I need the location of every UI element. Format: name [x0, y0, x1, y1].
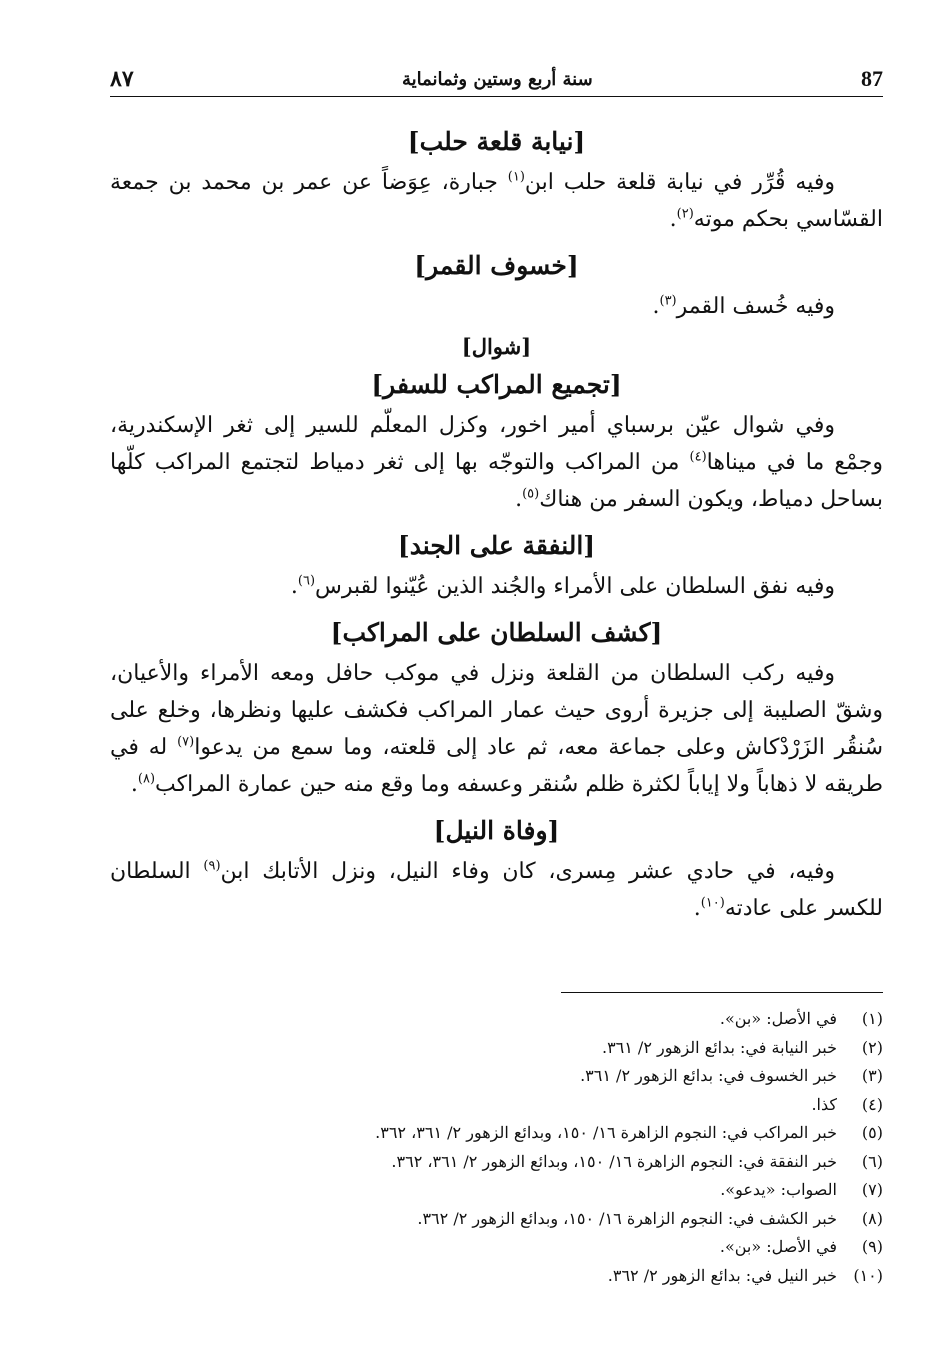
section-paragraph — [110, 288, 883, 325]
footnote-number: (٩) — [861, 1237, 883, 1256]
section-paragraph — [110, 655, 883, 803]
section-heading: [تجميع المراكب للسفر] — [371, 370, 622, 399]
paragraph-text: . — [693, 896, 701, 921]
section-paragraph — [110, 407, 883, 518]
month-heading: [شوال] — [461, 334, 532, 359]
paragraph-text: . — [130, 772, 138, 797]
footnote-number: (٣) — [861, 1066, 883, 1085]
footnote-number: (٥) — [861, 1123, 883, 1142]
paragraph-text: من المراكب والتوجّه بها إلى ثغر دمياط لتجتمع المراكب كلّها بساحل دمياط، ويكون السفر من هناك — [110, 450, 883, 512]
paragraph-text: وفي شوال عيّن برسباي أمير اخور، وكزل المعلّم للسير إلى ثغر الإسكندرية، وجمْع ما في ميناها — [110, 413, 884, 475]
footnote-separator — [561, 992, 883, 993]
footnote-ref: (٣) — [659, 293, 677, 309]
footnote-ref: (١) — [507, 169, 525, 185]
footnote-number: (٧) — [861, 1180, 883, 1199]
footnote-ref: (٨) — [137, 771, 156, 787]
footnote-number: (٤) — [861, 1094, 883, 1114]
footnote-text: خبر النيابة في: بدائع الزهور ٢/ ٣٦١. — [601, 1037, 837, 1057]
footnote — [110, 1205, 883, 1234]
paragraph-text: وفيه قُرِّر في نيابة قلعة حلب ابن — [524, 170, 836, 195]
running-head — [110, 62, 883, 97]
section-paragraph — [110, 853, 883, 927]
footnote-text: خبر النفقة في: النجوم الزاهرة ١٦/ ١٥٠، وبدائع الزهور ٢/ ٣٦١، ٣٦٢. — [391, 1151, 837, 1171]
footnote — [110, 1034, 883, 1063]
paragraph-text: . — [669, 207, 677, 232]
footnote-text: خبر الخسوف في: بدائع الزهور ٢/ ٣٦١. — [580, 1066, 837, 1085]
footnote-number: (٢) — [861, 1037, 883, 1057]
footnote — [110, 1176, 883, 1205]
footnote-text: الصواب: «يدعو». — [720, 1180, 837, 1199]
page-number-latin: 87 — [861, 66, 883, 91]
paragraph-text: . — [515, 487, 523, 512]
footnote-number: (١٠) — [853, 1265, 883, 1285]
paragraph-text: وفيه، في حادي عشر مِسرى، كان وفاء النيل، ونزل الأتابك ابن — [220, 859, 836, 884]
footnote — [110, 1091, 883, 1120]
section-heading: [كشف السلطان على المراكب] — [330, 618, 663, 647]
footnote-text: في الأصل: «بن». — [719, 1237, 837, 1256]
section-paragraph — [110, 164, 883, 238]
footnote-ref: (٧) — [177, 734, 195, 750]
section-heading: [وفاة النيل] — [433, 816, 560, 845]
footnote — [110, 1233, 883, 1262]
section-heading: [النفقة على الجند] — [397, 531, 596, 560]
main-text — [110, 120, 883, 933]
footnotes — [110, 1005, 883, 1290]
page-number-arabic: ٨٧ — [110, 66, 134, 92]
paragraph-text: له في طريقه لا ذهاباً ولا إياباً لكثرة ظلم سُنقر وعسفه وما وقع منه حين عمارة المراكب — [110, 735, 883, 797]
footnote-ref: (٩) — [203, 858, 221, 874]
paragraph-text: السلطان للكسر على عادته — [110, 859, 883, 921]
footnote-ref: (٥) — [522, 486, 540, 502]
footnote-text: خبر النيل في: بدائع الزهور ٢/ ٣٦٢. — [607, 1265, 837, 1285]
paragraph-text: جبارة، عِوَضاً عن عمر بن محمد بن جمعة القسّاسي بحكم موته — [110, 170, 883, 232]
paragraph-text: وفيه نفق السلطان على الأمراء والجُند الذين عُيّنوا لقبرس — [315, 574, 835, 599]
footnote — [110, 1005, 883, 1034]
paragraph-text: . — [652, 294, 660, 319]
footnote-ref: (٢) — [676, 206, 694, 222]
paragraph-text: . — [290, 574, 298, 599]
footnote — [110, 1262, 883, 1291]
footnote-text: خبر المراكب في: النجوم الزاهرة ١٦/ ١٥٠، وبدائع الزهور ٢/ ٣٦١، ٣٦٢. — [375, 1123, 837, 1142]
footnote — [110, 1119, 883, 1148]
footnote — [110, 1062, 883, 1091]
footnote-ref: (١٠) — [700, 895, 725, 911]
paragraph-text: وفيه خُسف القمر — [676, 294, 835, 319]
footnote — [110, 1148, 883, 1177]
footnote-text: كذا. — [811, 1094, 837, 1114]
footnote-text: خبر الكشف في: النجوم الزاهرة ١٦/ ١٥٠، وبدائع الزهور ٢/ ٣٦٢. — [417, 1208, 837, 1228]
footnote-text: في الأصل: «بن». — [719, 1009, 837, 1028]
footnote-number: (٨) — [861, 1208, 883, 1228]
section-heading: [خسوف القمر] — [414, 251, 579, 280]
section-paragraph — [110, 568, 883, 605]
section-heading: [نيابة قلعة حلب] — [407, 127, 586, 156]
footnote-number: (١) — [861, 1009, 883, 1028]
paragraph-text: وفيه ركب السلطان من القلعة ونزل في موكب حافل ومعه الأمراء والأعيان، وشقّ الصليبة إلى جزيرة أروى حيث عمار المراكب فكشف عليها ونظرها، وخلع على سُنقُر الزَرْدْكاش وعلى جماعة معه، ثم عاد إلى قلعته، وما سمع من يدعوا — [110, 661, 884, 760]
footnote-ref: (٤) — [689, 449, 707, 465]
footnote-ref: (٦) — [297, 573, 316, 589]
running-title: سنة أربع وستين وثمانماية — [401, 68, 593, 90]
footnote-number: (٦) — [861, 1151, 883, 1171]
